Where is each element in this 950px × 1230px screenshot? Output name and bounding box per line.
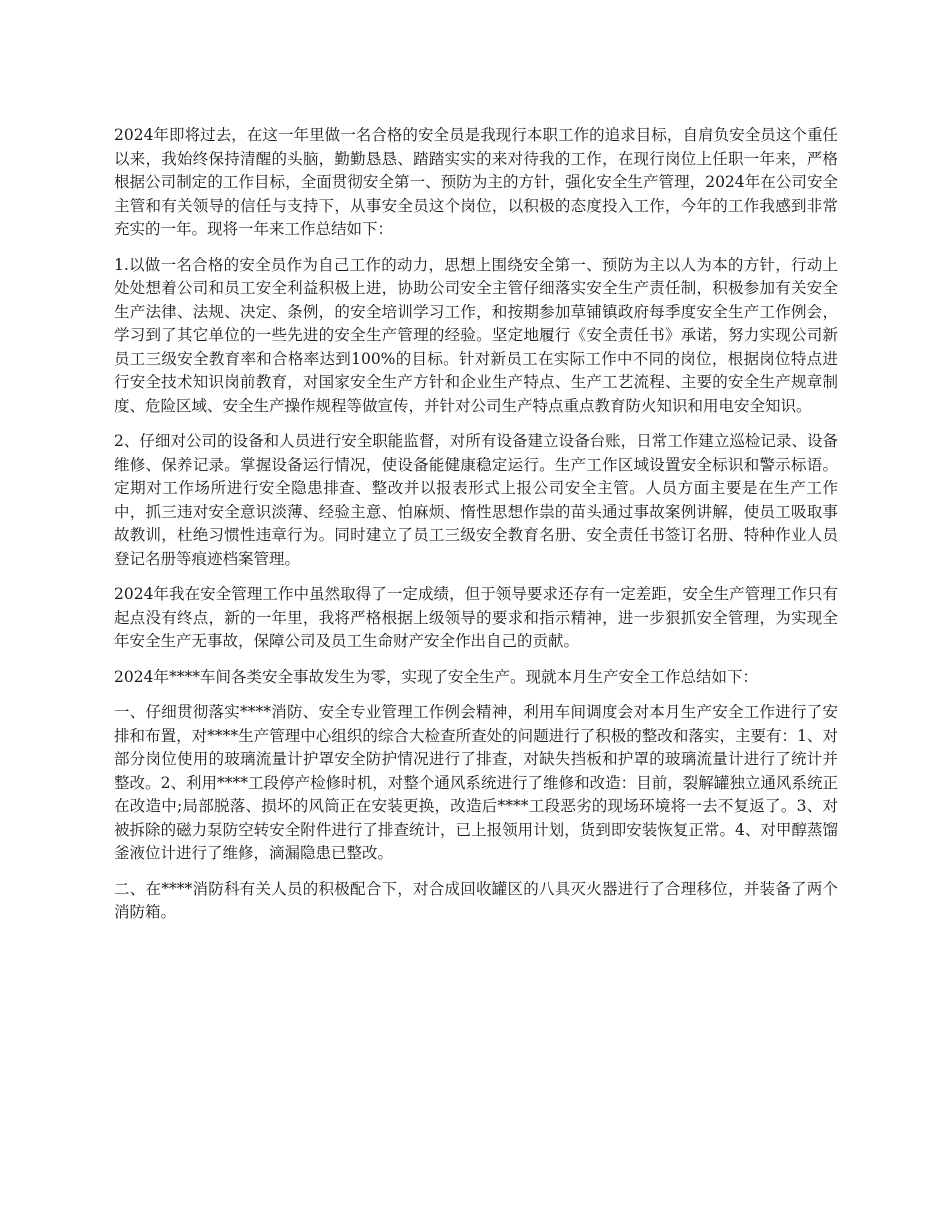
paragraph-workshop-intro: 2024年****车间各类安全事故发生为零，实现了安全生产。现就本月生产安全工作总结如下： [114, 667, 758, 686]
paragraph-section-one: 一、仔细贯彻落实****消防、安全专业管理工作例会精神，利用车间调度会对本月生产安全工作进行了安排和布置，对****生产管理中心组织的综合大检查所查处的问题进行了积极的整改和落实，主要有：1、对部分岗位使用的玻璃流量计护罩安全防护情况进行了排查，对缺失挡板和护罩的玻璃流量计进行了统计并整改。2、利用****工段停产检修时机，对整个通风系统进行了维修和改造：目前，裂解罐独立通风系统正在改造中;局部脱落、损坏的风筒正在安装更换，改造后****工段恶劣的现场环境将一去不复返了。3、对被拆除的磁力泵防空转安全附件进行了排查统计，已上报领用计划，货到即安装恢复正常。4、对甲醇蒸馏釜液位计进行了维修，滴漏隐患已整改。 [114, 703, 838, 862]
document-body [114, 124, 838, 937]
paragraph-section-two: 二、在****消防科有关人员的积极配合下，对合成回收罐区的八具灭火器进行了合理移位，并装备了两个消防箱。 [114, 879, 838, 921]
paragraph-item-2: 2、仔细对公司的设备和人员进行安全职能监督，对所有设备建立设备台账，日常工作建立巡检记录、设备维修、保养记录。掌握设备运行情况，使设备能健康稳定运行。生产工作区域设置安全标识和警示标语。定期对工作场所进行安全隐患排查、整改并以报表形式上报公司安全主管。人员方面主要是在生产工作中，抓三违对安全意识淡薄、经验主意、怕麻烦、惰性思想作祟的苗头通过事故案例讲解，使员工吸取事故教训，杜绝习惯性违章行为。同时建立了员工三级安全教育名册、安全责任书签订名册、特种作业人员登记名册等痕迹档案管理。 [114, 432, 838, 568]
paragraph-item-1: 1.以做一名合格的安全员作为自己工作的动力，思想上围绕安全第一、预防为主以人为本的方针，行动上处处想着公司和员工安全利益积极上进，协助公司安全主管仔细落实安全生产责任制，积极参加有关安全生产法律、法规、决定、条例，的安全培训学习工作，和按期参加草铺镇政府每季度安全生产工作例会，学习到了其它单位的一些先进的安全生产管理的经验。坚定地履行《安全责任书》承诺，努力实现公司新员工三级安全教育率和合格率达到100%的目标。针对新员工在实际工作中不同的岗位，根据岗位特点进行安全技术知识岗前教育，对国家安全生产方针和企业生产特点、生产工艺流程、主要的安全生产规章制度、危险区域、安全生产操作规程等做宣传，并针对公司生产特点重点教育防火知识和用电安全知识。 [114, 255, 838, 415]
paragraph-intro: 2024年即将过去，在这一年里做一名合格的安全员是我现行本职工作的追求目标，自肩负安全员这个重任以来，我始终保持清醒的头脑，勤勤恳恳、踏踏实实的来对待我的工作，在现行岗位上任职一年来，严格根据公司制定的工作目标，全面贯彻安全第一、预防为主的方针，强化安全生产管理，2024年在公司安全主管和有关领导的信任与支持下，从事安全员这个岗位，以积极的态度投入工作，今年的工作我感到非常充实的一年。现将一年来工作总结如下： [114, 126, 838, 238]
paragraph-summary: 2024年我在安全管理工作中虽然取得了一定成绩，但于领导要求还存有一定差距，安全生产管理工作只有起点没有终点，新的一年里，我将严格根据上级领导的要求和指示精神，进一步狠抓安全管理，为实现全年安全生产无事故，保障公司及员工生命财产安全作出自己的贡献。 [114, 585, 838, 650]
